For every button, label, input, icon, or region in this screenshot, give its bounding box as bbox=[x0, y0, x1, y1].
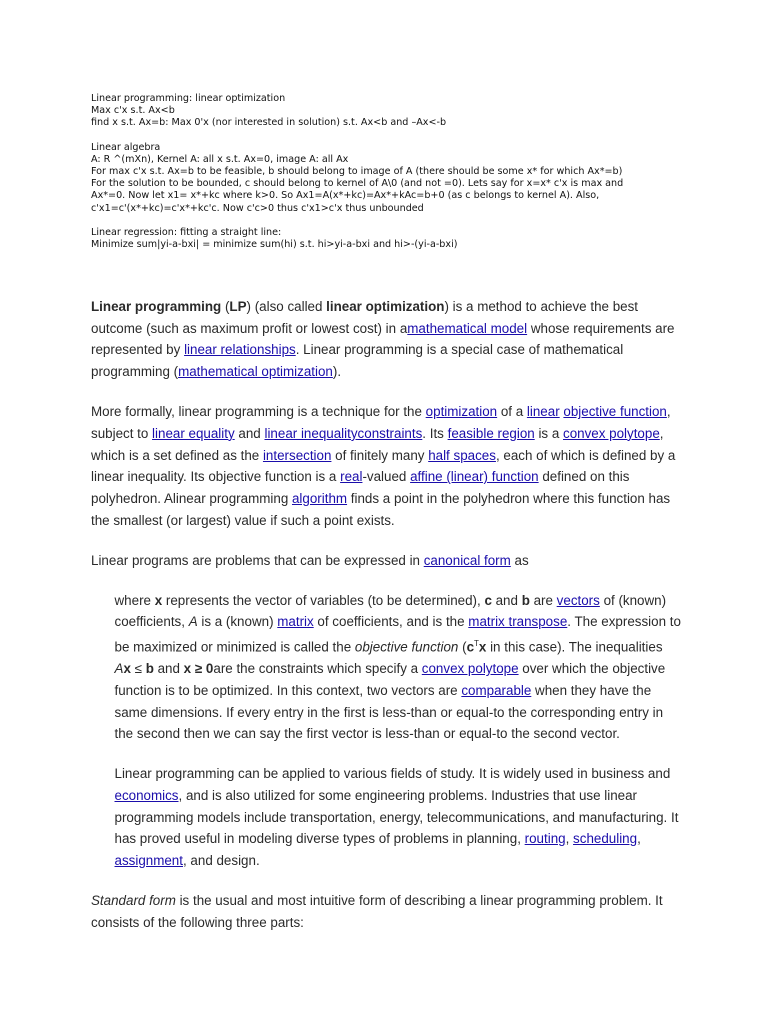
applications-paragraph: Linear programming can be applied to various fields of study. It is widely used in business and economics, and is also utilized for some engineering problems. Industries that use linear programming models include transportation, energy, telecommunications, and manufacturing. It has proved useful in modeling diverse types of problems in planning, routing, scheduling, assignment, and design. bbox=[114, 766, 679, 869]
notes-lr-title: Linear regression: fitting a straight line: bbox=[91, 226, 282, 238]
link-routing[interactable]: routing bbox=[524, 831, 566, 847]
link-convex-polytope[interactable]: convex polytope bbox=[563, 425, 660, 441]
link-linear-inequality[interactable]: linear inequality bbox=[264, 425, 358, 441]
link-linear[interactable]: linear bbox=[526, 404, 560, 420]
link-objective-function[interactable]: objective function bbox=[563, 404, 667, 420]
notes-la-line: For the solution to be bounded, c should belong to kernel of A\0 (and not =0). Lets say for x=x* c'x is max and bbox=[91, 178, 624, 190]
notes-lp-line: find x s.t. Ax=b: Max 0'x (nor interested in solution) s.t. Ax<b and –Ax<-b bbox=[91, 117, 447, 129]
notes-la-line: c'x1=c'(x*+kc)=c'x*+kc'c. Now c'c>0 thus c'x1>c'x thus unbounded bbox=[91, 202, 424, 214]
link-affine-function[interactable]: affine (linear) function bbox=[410, 469, 539, 485]
standard-form-paragraph: Standard form is the usual and most intuitive form of describing a linear programming problem. It consists of the following three parts: bbox=[91, 893, 663, 930]
formal-definition-paragraph: More formally, linear programming is a technique for the optimization of a linear objective function, subject to linear equality and linear inequalityconstraints. Its feasible region is a convex polytope, which is a set defined as the intersection of finitely many half spaces, each of which is defined by a linear inequality. Its objective function is a real-valued affine (linear) function defined on this polyhedron. Alinear programming algorithm finds a point in the polyhedron where this function has the smallest (or largest) value if such a point exists. bbox=[91, 404, 676, 528]
term-lp: LP bbox=[229, 299, 247, 314]
term-linear-programming: Linear programming bbox=[91, 299, 222, 314]
link-linear-equality[interactable]: linear equality bbox=[152, 425, 235, 441]
canonical-form-paragraph: Linear programs are problems that can be expressed in canonical form as bbox=[91, 552, 529, 568]
link-matrix-transpose[interactable]: matrix transpose bbox=[468, 614, 568, 630]
link-matrix[interactable]: matrix bbox=[277, 614, 314, 630]
link-economics[interactable]: economics bbox=[114, 788, 179, 804]
link-comparable[interactable]: comparable bbox=[461, 682, 532, 698]
link-real[interactable]: real bbox=[340, 469, 363, 485]
variables-paragraph: where x represents the vector of variables (to be determined), c and b are vectors of (known) coefficients, A is a (known) matrix of coefficients, and is the matrix transpose. The expression to be maximized or minimized is called the objective function ($c^Tx$ in this case). The inequalities Ax ≤ b and x ≥ 0are the constraints which specify a convex polytope over which the objective function is to be optimized. In this context, two vectors are comparable when they have the same dimensions. If every entry in the first is less-than or equal-to the corresponding entry in the second then we can say the first vector is less-than or equal-to the second vector. bbox=[114, 592, 681, 742]
notes-la-title: Linear algebra bbox=[91, 141, 161, 153]
link-feasible-region[interactable]: feasible region bbox=[447, 425, 535, 441]
link-algorithm[interactable]: algorithm bbox=[291, 490, 348, 506]
link-assignment[interactable]: assignment bbox=[114, 853, 183, 869]
notes-lr-line: Minimize sum|yi-a-bxi| = minimize sum(hi) s.t. hi>yi-a-bxi and hi>-(yi-a-bxi) bbox=[91, 239, 458, 251]
link-mathematical-model[interactable]: mathematical model bbox=[407, 320, 528, 336]
link-intersection[interactable]: intersection bbox=[262, 447, 332, 463]
link-constraints[interactable]: constraints bbox=[357, 425, 423, 441]
article-body bbox=[91, 296, 681, 952]
term-standard-form: Standard form bbox=[91, 893, 176, 909]
link-scheduling[interactable]: scheduling bbox=[573, 831, 638, 847]
notes-la-line: For max c'x s.t. Ax=b to be feasible, b should belong to image of A (there should be some x* for which Ax*=b) bbox=[91, 166, 623, 178]
intro-paragraph: Linear programming (LP) (also called linear optimization) is a method to achieve the best outcome (such as maximum profit or lowest cost) in amathematical model whose requirements are represented by linear relationships. Linear programming is a special case of mathematical programming (mathematical optimization). bbox=[91, 299, 675, 380]
link-convex-polytope-2[interactable]: convex polytope bbox=[421, 661, 519, 677]
link-half-spaces[interactable]: half spaces bbox=[428, 447, 496, 463]
notes-la-line: Ax*=0. Now let x1= x*+kc where k>0. So Ax1=A(x*+kc)=Ax*+kAc=b+0 (as c belongs to kernel A). Also, bbox=[91, 190, 600, 202]
notes-la-line: A: R ^(mXn), Kernel A: all x s.t. Ax=0, image A: all Ax bbox=[91, 153, 349, 165]
link-canonical-form[interactable]: canonical form bbox=[423, 552, 511, 568]
term-linear-optimization: linear optimization bbox=[326, 299, 445, 314]
link-vectors[interactable]: vectors bbox=[556, 592, 600, 608]
notes-lp-title: Linear programming: linear optimization bbox=[91, 93, 286, 104]
link-optimization[interactable]: optimization bbox=[425, 404, 498, 420]
link-mathematical-optimization[interactable]: mathematical optimization bbox=[178, 364, 333, 380]
handwritten-notes-block bbox=[91, 93, 691, 251]
link-linear-relationships[interactable]: linear relationships bbox=[184, 342, 296, 358]
notes-lp-line: Max c'x s.t. Ax<b bbox=[91, 105, 175, 117]
